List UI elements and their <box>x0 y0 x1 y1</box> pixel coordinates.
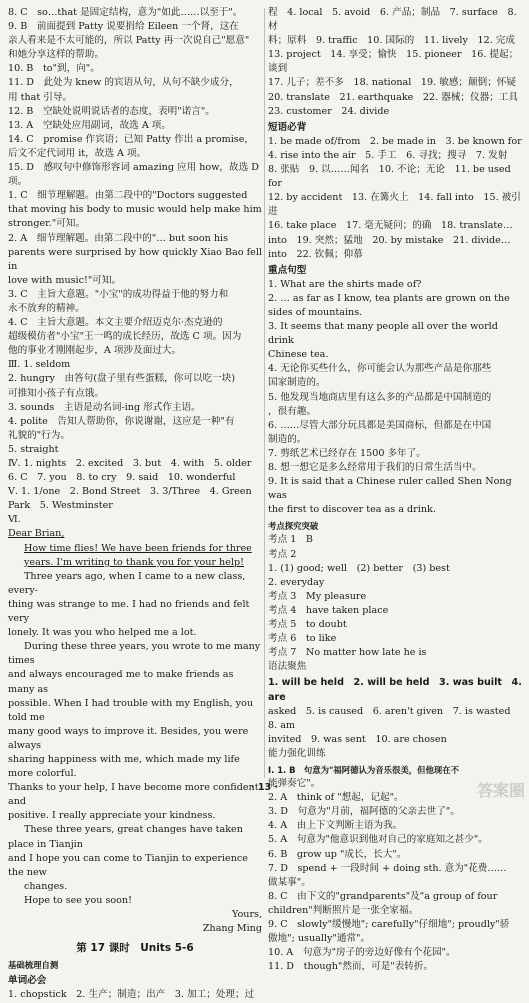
text-line: thing was strange to me. I had no friends and felt very <box>8 598 250 625</box>
text-line: 语法聚焦 <box>268 661 307 673</box>
text-line: 23. customer 24. divide <box>268 105 390 117</box>
text-line: years. I'm writing to thank you for your help! <box>24 556 244 568</box>
text-line: Dear Brian, <box>8 528 65 540</box>
text-line: 2. … as far as I know, tea plants are grown on the <box>268 292 510 304</box>
text-line: 1. (1) good; well (2) better (3) best <box>268 562 450 574</box>
text-line: possible. When I had trouble with my English, you told me <box>8 697 253 723</box>
text-line: 国家制造的。 <box>268 377 326 389</box>
text-line: lonely. It was you who helped me a lot. <box>8 627 197 639</box>
text-line: 可推知小孩子有点饿。 <box>8 387 104 399</box>
text-line: 1. chopstick 2. 生产；制造；出产 3. 加工；处理；过 <box>8 989 255 1001</box>
text-line: 14. C promise 作宾语；已知 Patty 作出 a promise， <box>8 133 254 145</box>
text-line: Ⅴ. 1. 1/one 2. Bond Street 3. 3/Three 4. Green <box>8 486 252 498</box>
text-line: 基础梳理自测 <box>8 960 59 971</box>
text-line: love with music!"可知。 <box>8 274 122 286</box>
text-line: changes. <box>24 880 68 892</box>
text-line: ，很有趣。 <box>268 405 316 417</box>
text-line: Thanks to your help, I have become more confident and <box>8 782 259 808</box>
text-line: into 22. 钦佩；仰慕 <box>268 248 363 260</box>
text-line: 后文不定代词用 it，故选 A 项。 <box>8 147 147 159</box>
text-line: many good ways to improve it. Besides, you were always <box>8 725 249 751</box>
text-line: 亲人看来是不太可能的，所以 Patty 再一次说自己"愿意" <box>8 35 250 47</box>
text-line: 9. It is said that a Chinese ruler called Shen Nong was <box>268 476 512 502</box>
text-line: 重点句型 <box>268 264 307 276</box>
text-line: 2. hungry 由答句(盘子里有些蛋糕，你可以吃一块) <box>8 373 236 385</box>
text-line: 6. ……尽管大部分玩具都是美国商标，但都是在中国 <box>268 419 492 431</box>
text-line: 和她分享这样的帮助。 <box>8 49 104 61</box>
page-number: · 13 · <box>250 782 279 793</box>
text-line: 9. C slowly"缓慢地"; carefully"仔细地"; proudly"骄 <box>268 919 510 930</box>
text-line: 9. B 前面提到 Patty 说要捐给 Eileen 一个肾，这在 <box>8 21 239 33</box>
text-line: 7. D spend + 一段时间 + doing sth. 意为"花费…… <box>268 862 507 874</box>
text-line: 短语必背 <box>268 121 307 133</box>
text-line: 考点 4 have taken place <box>268 604 389 616</box>
text-line: 7. 剪纸艺术已经存在 1500 多年了。 <box>268 447 426 459</box>
text-line: 1. C 细节理解题。由第二段中的"Doctors suggested <box>8 190 248 202</box>
text-line: 考点 6 to like <box>268 633 337 645</box>
text-line: 15. D 感叹句中修饰形容词 amazing 应用 how，故选 D 项。 <box>8 162 259 188</box>
text-line: 16. take place 17. 毫无疑问；的确 18. translate… <box>268 220 513 232</box>
text-line: Hope to see you soon! <box>24 894 132 906</box>
text-line: parents were surprised by how quickly Xiao Bao fell in <box>8 246 262 272</box>
text-line: 超级模仿者"小宝"王一鸣的成长经历，故选 C 项。因为 <box>8 331 242 343</box>
text-line: 考点 1 B <box>268 534 313 546</box>
text-line: During these three years, you wrote to me many times <box>8 641 261 667</box>
text-line: into 19. 突然；猛地 20. by mistake 21. divide… <box>268 234 511 246</box>
text-line: 5. A 句意为"他意识到他对自己的家庭知之甚少"。 <box>268 834 488 846</box>
text-line: 10. B to"到，向"。 <box>8 63 100 75</box>
text-line: Three years ago, when I came to a new class, every- <box>8 570 246 596</box>
text-line: Ⅵ. <box>8 514 21 526</box>
text-line: 12. B 空缺处说明说话者的态度，表明"诺言"。 <box>8 105 215 117</box>
text-line: 6. B grow up "成长，长大"。 <box>268 848 407 860</box>
text-line: 6. C 7. you 8. to cry 9. said 10. wonderful <box>8 472 236 484</box>
text-line: 1. will be held 2. will be held 3. was built 4. are <box>268 677 522 703</box>
text-line: 3. sounds 主语是动名词-ing 形式作主语。 <box>8 401 201 413</box>
text-line: 用 that 引导。 <box>8 91 73 103</box>
text-line: Ⅲ. 1. seldom <box>8 359 71 371</box>
text-line: 能弹奏它"。 <box>268 778 321 790</box>
text-line: 20. translate 21. earthquake 22. 器械；仪器；工具 <box>268 91 518 103</box>
column-divider <box>264 8 265 778</box>
text-line: invited 9. was sent 10. are chosen <box>268 733 447 745</box>
text-line: children"判断照片是一张全家福。 <box>268 904 419 916</box>
text-line: 8. C so…that 是固定结构，意为"如此……以至于"。 <box>8 7 243 18</box>
text-line: 10. A 句意为"房子的旁边好像有个花园"。 <box>268 947 456 959</box>
text-line: sides of mountains. <box>268 306 363 318</box>
text-line: 5. straight <box>8 443 59 455</box>
text-line: 能力强化训练 <box>268 747 326 759</box>
text-line: 做某事"。 <box>268 876 311 888</box>
text-line: 2. everyday <box>268 576 325 588</box>
text-line: 8. 想一想它是多么经常用于我们的日常生活当中。 <box>268 462 482 473</box>
text-line: Yours, <box>231 909 262 920</box>
text-line: 4. polite 告知人帮助你，你说谢谢，这应是一种"有 <box>8 415 235 427</box>
text-line: Ⅰ. 1. B 句意为"福阿德认为音乐很美，但他现在不 <box>268 764 460 775</box>
text-line: 程 4. local 5. avoid 6. 产品；制品 7. surface 8. 材 <box>268 7 517 33</box>
text-line: 考点 7 No matter how late he is <box>268 647 427 659</box>
text-line: These three years, great changes have taken place in Tianjin <box>8 824 243 850</box>
text-line: Zhang Ming <box>202 923 262 935</box>
left-column <box>8 6 262 1003</box>
text-line: 单词必会 <box>8 975 47 987</box>
text-line: 考点探究突破 <box>268 521 319 532</box>
text-line: 1. be made of/from 2. be made in 3. be known for <box>268 135 522 147</box>
text-line: 3. C 主旨大意题。"小宝"的成功得益于他的努力和 <box>8 288 229 300</box>
text-line: 2. A 细节理解题。由第二段中的"… but soon his <box>8 232 229 244</box>
text-line: 11. D 此处为 knew 的宾语从句，从句不缺少成分， <box>8 77 239 89</box>
text-line: the first to discover tea as a drink. <box>268 504 436 516</box>
text-line: 4. C 主旨大意题。本文主要介绍迈克尔·杰克逊的 <box>8 317 223 329</box>
text-line: sharing happiness with me, which made my life more colorful. <box>8 753 240 780</box>
text-line: 2. A think of "想起，记起"。 <box>268 792 404 804</box>
text-line: 考点 5 to doubt <box>268 619 347 631</box>
text-line: Park 5. Westminster <box>8 500 113 512</box>
text-line: 傲地"; usually"通常"。 <box>268 933 371 945</box>
text-line: and I hope you can come to Tianjin to experience the new <box>8 852 248 878</box>
text-line: 8. 张贴 9. 以……闻名 10. 不论；无论 11. be used for <box>268 164 511 190</box>
text-line: 11. D though"然而，可是"表转折。 <box>268 961 434 973</box>
text-line: 永不放弃的精神。 <box>8 302 85 314</box>
text-line: that moving his body to music would help make him <box>8 204 262 216</box>
text-line: 考点 3 My pleasure <box>268 590 367 602</box>
text-line: 料；原料 9. traffic 10. 国际的 11. lively 12. 完成 <box>268 35 515 47</box>
lesson-title: 第 17 课时 Units 5-6 <box>76 942 194 955</box>
text-line: 制造的。 <box>268 433 307 445</box>
text-line: 12. by accident 13. 在篝火上 14. fall into 15. 被引进 <box>268 192 521 218</box>
text-line: stronger."可知。 <box>8 218 85 230</box>
watermark-logo: 答案圈 <box>476 780 525 800</box>
text-line: 3. D 句意为"月前，福阿德的父亲去世了"。 <box>268 806 460 818</box>
text-line: Ⅳ. 1. nights 2. excited 3. but 4. with 5. older <box>8 458 252 469</box>
text-line: asked 5. is caused 6. aren't given 7. is wasted 8. am <box>268 705 521 731</box>
text-line: 4. A 由上下文判断主语为我。 <box>268 820 403 832</box>
text-line: 8. C 由下文的"grandparents"及"a group of four <box>268 890 498 902</box>
text-line: 5. 他发现当地商店里有这么多的产品都是中国制造的 <box>268 391 492 403</box>
text-line: 13. project 14. 享受；愉快 15. pioneer 16. 提起；谈到 <box>268 49 519 75</box>
text-line: 3. It seems that many people all over the world drink <box>268 321 498 347</box>
text-line: 他的事业才刚刚起步，A 项涉及面过大。 <box>8 345 182 357</box>
text-line: Chinese tea. <box>268 349 329 361</box>
text-line: 4. 无论你买些什么，你可能会认为那些产品是你那些 <box>268 363 492 375</box>
text-line: and always encouraged me to make friends as many as <box>8 669 234 695</box>
text-line: How time flies! We have been friends for three <box>24 542 252 554</box>
text-line: 4. rise into the air 5. 手工 6. 寻找；搜寻 7. 发射 <box>268 149 508 161</box>
text-line: 礼貌的"行为。 <box>8 429 70 441</box>
text-line: positive. I really appreciate your kindness. <box>8 810 216 822</box>
right-column <box>268 6 522 974</box>
text-line: 17. 儿子；差不多 18. national 19. 敏感；颠倒；怀疑 <box>268 77 516 89</box>
text-line: 1. What are the shirts made of? <box>268 278 422 290</box>
text-line: 考点 2 <box>268 548 297 560</box>
text-line: 13. A 空缺处应用副词，故选 A 项。 <box>8 119 171 131</box>
